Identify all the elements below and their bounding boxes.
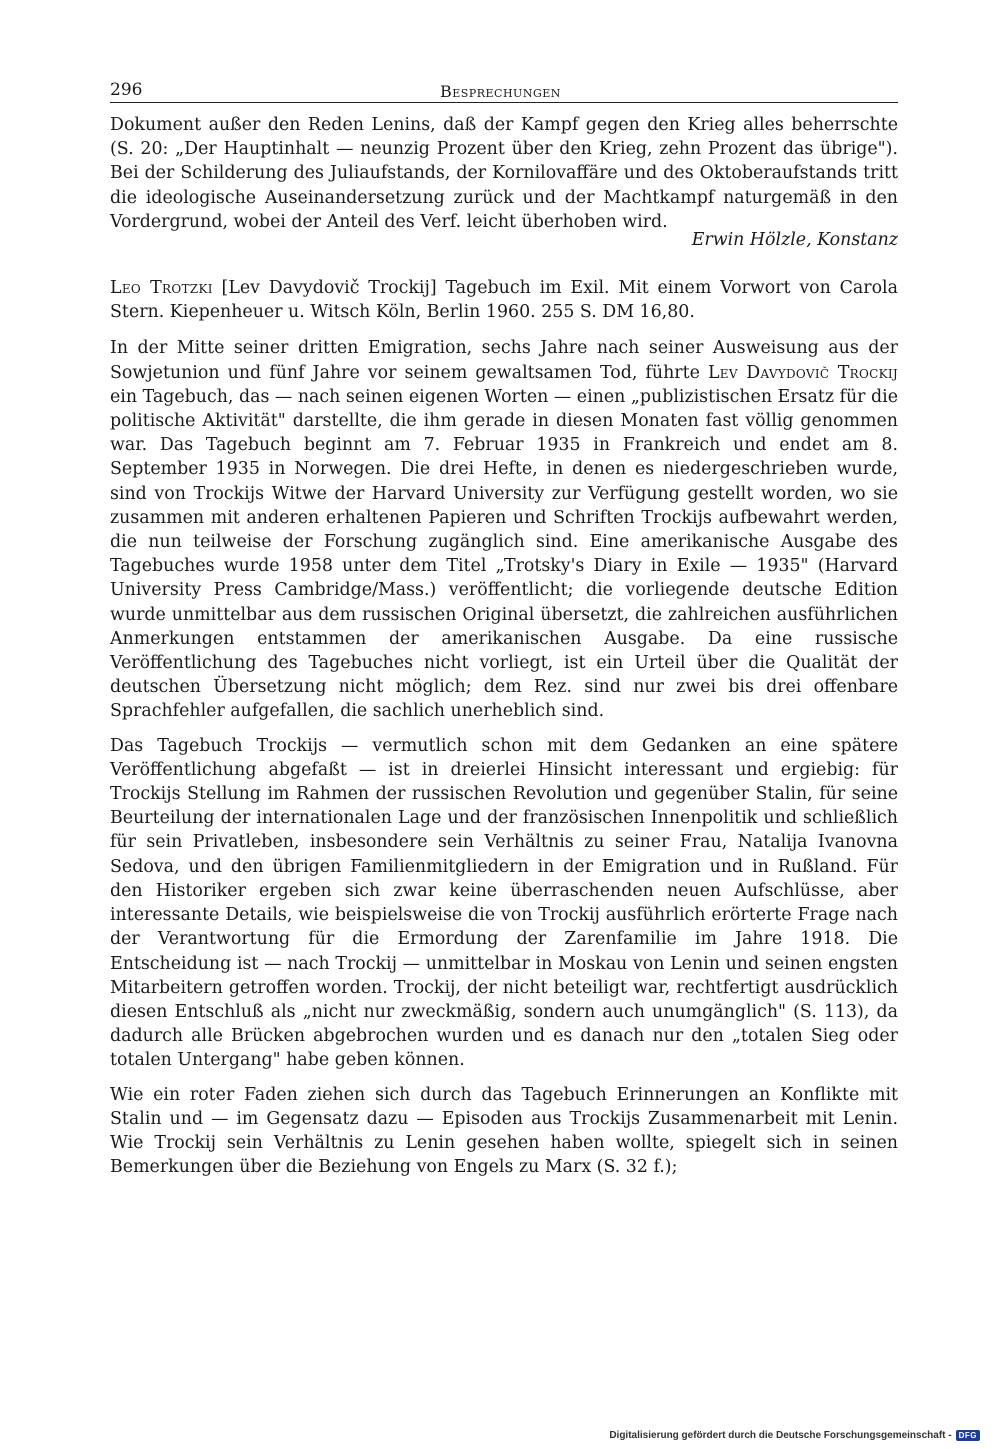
review-paragraph-2: Das Tagebuch Trockijs — vermutlich schon mit dem Gedanken an eine spätere Veröffentlichung abgefaßt — ist in dreierlei Hinsicht interessant und ergiebig: für Trockijs Stellung im Rahmen der russischen Revolution und gegenüber Stalin, für seine Beurteilung der internationalen Lage und der französischen Innenpolitik und schließlich für sein Privatleben, insbesondere sein Verhältnis zu seiner Frau, Natalija Ivanovna Sedova, und den übrigen Familienmitgliedern in der Emigration und in Rußland. Für den Historiker ergeben sich zwar keine überraschenden neuen Aufschlüsse, aber interessante Details, wie beispielsweise die von Trockij ausführlich erörterte Frage nach der Verantwortung für die Ermordung der Zarenfamilie im Jahre 1918. Die Entscheidung ist — nach Trockij — unmittelbar in Moskau von Lenin und seinen engsten Mitarbeitern getroffen worden. Trockij, der nicht beteiligt war, rechtfertigt ausdrücklich diesen Entschluß als „nicht nur zweckmäßig, sondern auch unumgänglich" (S. 113), da dadurch alle Brücken abgebrochen wurden und es danach nur den „totalen Sieg oder totalen Untergang" habe geben können. <box>110 735 898 1071</box>
document-page <box>110 78 898 1179</box>
page-number: 296 <box>110 80 143 100</box>
subject-name: Lev Davydovič Trockij <box>707 362 898 383</box>
digitization-credit: Digitalisierung gefördert durch die Deutsche Forschungsgemeinschaft - <box>609 1430 952 1441</box>
book-author: Leo Trotzki <box>110 278 213 299</box>
paragraph-1-start: In der Mitte seiner dritten Emigration, sechs Jahre nach seiner Ausweisung aus der Sowjetunion und fünf Jahre vor seinem gewaltsamen Tod, führte <box>110 338 898 383</box>
digitization-footer <box>609 1430 980 1441</box>
reviewer-signature: Erwin Hölzle, Konstanz <box>691 230 898 251</box>
running-head <box>110 78 898 103</box>
running-title: Besprechungen <box>440 82 561 101</box>
bibliographic-entry <box>110 276 898 324</box>
dfg-logo: DFG <box>956 1430 980 1441</box>
paragraph-1-rest: ein Tagebuch, das — nach seinen eigenen Worten — einen „publizistischen Ersatz für die politische Aktivität" darstellte, die ihm gerade in diesen Monaten fast völlig genommen war. Das Tagebuch beginnt am 7. Februar 1935 in Frankreich und endet am 8. September 1935 in Norwegen. Die drei Hefte, in denen es niedergeschrieben wurde, sind von Trockijs Witwe der Harvard University zur Verfügung gestellt worden, wo sie zusammen mit anderen erhaltenen Papieren und Schriften Trockijs aufbewahrt werden, die nun teilweise der Forschung zugänglich sind. Eine amerikanische Ausgabe des Tagebuches wurde 1958 unter dem Titel „Trotsky's Diary in Exile — 1935" (Harvard University Press Cambridge/Mass.) veröffentlicht; die vorliegende deutsche Edition wurde unmittelbar aus dem russischen Original übersetzt, die zahlreichen ausführlichen Anmerkungen entstammen der amerikanischen Ausgabe. Da eine russische Veröffentlichung des Tagebuches nicht vorliegt, ist ein Urteil über die Qualität der deutschen Übersetzung nicht möglich; dem Rez. sind nur zwei bis drei offenbare Sprachfehler aufgefallen, die sachlich unerheblich sind. <box>110 386 898 722</box>
review-continuation: Dokument außer den Reden Lenins, daß der Kampf gegen den Krieg alles beherrschte (S. 20: „Der Hauptinhalt — neunzig Prozent über den Krieg, zehn Prozent das übrige"). Bei der Schilderung des Juliaufstands, der Kornilovaffäre und des Oktoberaufstands tritt die ideologische Auseinandersetzung zurück und der Machtkampf naturgemäß in den Vordergrund, wobei der Anteil des Verf. leicht überhoben wird. <box>110 115 898 232</box>
review-paragraph-3: Wie ein roter Faden ziehen sich durch das Tagebuch Erinnerungen an Konflikte mit Stalin und — im Gegensatz dazu — Episoden aus Trockijs Zusammenarbeit mit Lenin. Wie Trockij sein Verhältnis zu Lenin gesehen haben wollte, spiegelt sich in seinen Bemerkungen über die Beziehung von Engels zu Marx (S. 32 f.); <box>110 1084 898 1178</box>
review-paragraph-1 <box>110 336 898 723</box>
book-details: [Lev Davydovič Trockij] Tagebuch im Exil. Mit einem Vorwort von Carola Stern. Kiepenheuer u. Witsch Köln, Berlin 1960. 255 S. DM 16,80. <box>110 278 898 323</box>
